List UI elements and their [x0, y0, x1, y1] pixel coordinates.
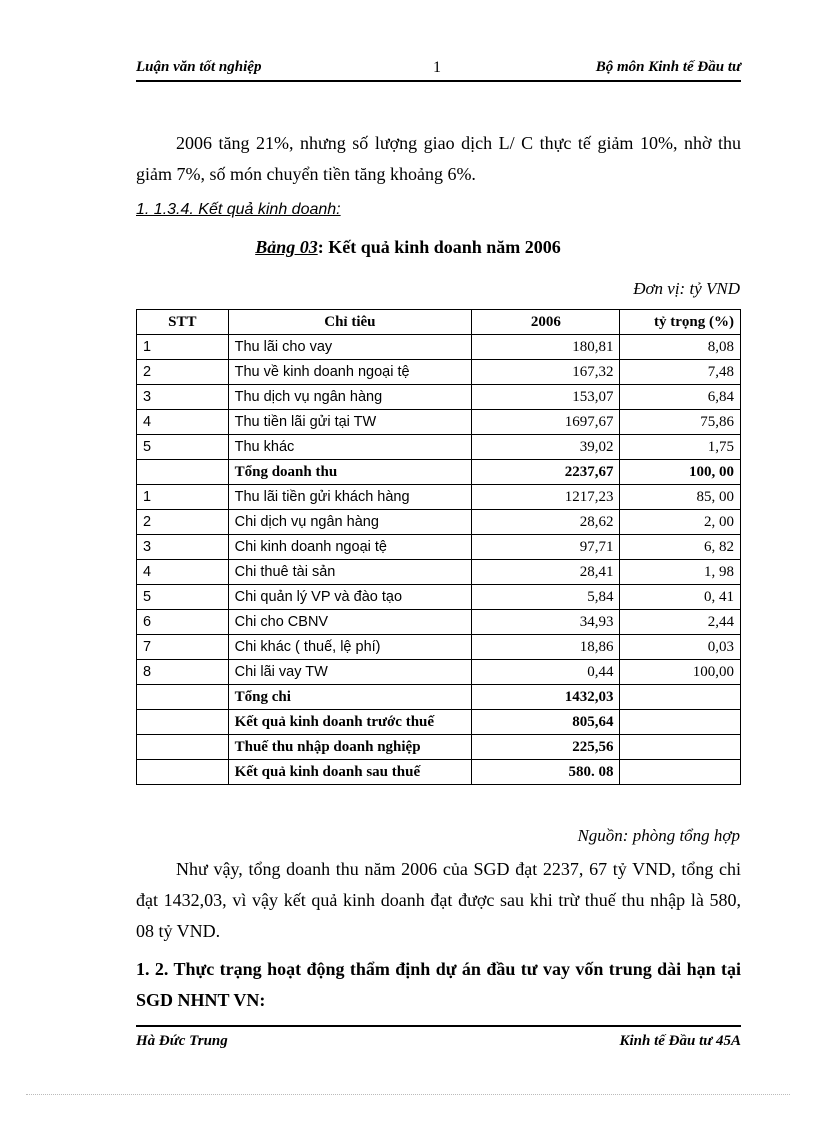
row-item: Chi thuê tài sản	[228, 560, 472, 585]
page-number: 1	[433, 59, 441, 76]
col-header-stt: STT	[137, 310, 229, 335]
row-value: 180,81	[472, 335, 620, 360]
row-share: 85, 00	[620, 485, 741, 510]
unit-note: Đơn vị: tỷ VND	[633, 279, 740, 298]
row-item: Chi dịch vụ ngân hàng	[228, 510, 472, 535]
row-item: Chi lãi vay TW	[228, 660, 472, 685]
table-row	[137, 460, 741, 485]
row-item: Kết quả kinh doanh sau thuế	[228, 760, 472, 785]
row-share: 0,03	[620, 635, 741, 660]
row-stt	[137, 760, 229, 785]
row-item: Thu về kinh doanh ngoại tệ	[228, 360, 472, 385]
row-stt: 1	[137, 335, 229, 360]
row-share: 6, 82	[620, 535, 741, 560]
table-caption	[0, 237, 816, 258]
header-right: Bộ môn Kinh tế Đầu tư	[595, 59, 741, 75]
row-share: 6,84	[620, 385, 741, 410]
row-share: 75,86	[620, 410, 741, 435]
source-note: Nguồn: phòng tổng hợp	[577, 826, 740, 845]
table-row	[137, 435, 741, 460]
row-value: 167,32	[472, 360, 620, 385]
row-stt: 3	[137, 385, 229, 410]
table-row	[137, 385, 741, 410]
row-stt	[137, 710, 229, 735]
row-stt: 4	[137, 410, 229, 435]
row-value: 5,84	[472, 585, 620, 610]
caption-text: : Kết quả kinh doanh năm 2006	[317, 237, 561, 257]
row-value: 2237,67	[472, 460, 620, 485]
row-item: Thuế thu nhập doanh nghiệp	[228, 735, 472, 760]
row-value: 39,02	[472, 435, 620, 460]
row-value: 28,62	[472, 510, 620, 535]
paragraph-summary: Như vậy, tổng doanh thu năm 2006 của SGD đạt 2237, 67 tỷ VND, tổng chi đạt 1432,03, vì vậy kết quả kinh doanh đạt được sau khi trừ thuế thu nhập là 580, 08 tỷ VND.	[136, 859, 741, 941]
section-heading: 1. 1.3.4. Kết quả kinh doanh:	[136, 201, 341, 218]
row-item: Kết quả kinh doanh trước thuế	[228, 710, 472, 735]
row-item: Chi khác ( thuế, lệ phí)	[228, 635, 472, 660]
col-header-item: Chỉ tiêu	[228, 310, 472, 335]
row-item: Tổng chi	[228, 685, 472, 710]
row-item: Thu khác	[228, 435, 472, 460]
row-value: 805,64	[472, 710, 620, 735]
table-row	[137, 635, 741, 660]
table-row	[137, 360, 741, 385]
row-stt: 7	[137, 635, 229, 660]
header-left: Luận văn tốt nghiệp	[136, 59, 262, 75]
footer-right: Kinh tế Đầu tư 45A	[619, 1033, 741, 1049]
row-value: 0,44	[472, 660, 620, 685]
row-stt: 5	[137, 435, 229, 460]
table-row	[137, 535, 741, 560]
row-item: Chi cho CBNV	[228, 610, 472, 635]
row-share: 2,44	[620, 610, 741, 635]
section-heading-2: 1. 2. Thực trạng hoạt động thẩm định dự án đầu tư vay vốn trung dài hạn tại SGD NHNT VN:	[136, 959, 741, 1010]
page-edge-divider	[26, 1094, 790, 1095]
row-stt: 6	[137, 610, 229, 635]
paragraph-intro: 2006 tăng 21%, nhưng số lượng giao dịch L/ C thực tế giảm 10%, nhờ thu giảm 7%, số món chuyển tiền tăng khoảng 6%.	[136, 133, 741, 184]
row-stt: 2	[137, 360, 229, 385]
row-value: 18,86	[472, 635, 620, 660]
row-item: Thu lãi cho vay	[228, 335, 472, 360]
table-row	[137, 610, 741, 635]
table-header-row	[137, 310, 741, 335]
caption-label: Bảng 03	[255, 237, 318, 257]
row-stt: 3	[137, 535, 229, 560]
row-value: 97,71	[472, 535, 620, 560]
row-item: Chi kinh doanh ngoại tệ	[228, 535, 472, 560]
row-share: 100, 00	[620, 460, 741, 485]
results-table	[136, 309, 741, 785]
row-value: 34,93	[472, 610, 620, 635]
table-row	[137, 685, 741, 710]
row-share: 2, 00	[620, 510, 741, 535]
row-share	[620, 685, 741, 710]
row-stt: 5	[137, 585, 229, 610]
row-share: 0, 41	[620, 585, 741, 610]
row-item: Chi quản lý VP và đào tạo	[228, 585, 472, 610]
row-value: 1697,67	[472, 410, 620, 435]
row-stt	[137, 735, 229, 760]
row-value: 580. 08	[472, 760, 620, 785]
table-body	[137, 335, 741, 785]
row-item: Thu dịch vụ ngân hàng	[228, 385, 472, 410]
row-share	[620, 735, 741, 760]
row-value: 153,07	[472, 385, 620, 410]
table-row	[137, 410, 741, 435]
footer-left: Hà Đức Trung	[136, 1033, 228, 1049]
table-row	[137, 710, 741, 735]
table-row	[137, 335, 741, 360]
row-stt: 4	[137, 560, 229, 585]
row-share: 1, 98	[620, 560, 741, 585]
col-header-year: 2006	[472, 310, 620, 335]
row-share: 1,75	[620, 435, 741, 460]
row-share	[620, 710, 741, 735]
row-stt	[137, 685, 229, 710]
row-stt: 2	[137, 510, 229, 535]
row-item: Tổng doanh thu	[228, 460, 472, 485]
table-row	[137, 510, 741, 535]
col-header-share: tỷ trọng (%)	[620, 310, 741, 335]
table-row	[137, 585, 741, 610]
row-share: 7,48	[620, 360, 741, 385]
table-row	[137, 735, 741, 760]
row-stt: 1	[137, 485, 229, 510]
row-value: 28,41	[472, 560, 620, 585]
table-row	[137, 660, 741, 685]
row-stt	[137, 460, 229, 485]
row-item: Thu tiền lãi gửi tại TW	[228, 410, 472, 435]
row-share: 8,08	[620, 335, 741, 360]
row-item: Thu lãi tiền gửi khách hàng	[228, 485, 472, 510]
row-share	[620, 760, 741, 785]
row-share: 100,00	[620, 660, 741, 685]
page-footer	[136, 1025, 741, 1051]
table-row	[137, 560, 741, 585]
row-value: 1432,03	[472, 685, 620, 710]
table-row	[137, 760, 741, 785]
row-stt: 8	[137, 660, 229, 685]
page-header	[136, 56, 741, 82]
row-value: 1217,23	[472, 485, 620, 510]
table-row	[137, 485, 741, 510]
row-value: 225,56	[472, 735, 620, 760]
